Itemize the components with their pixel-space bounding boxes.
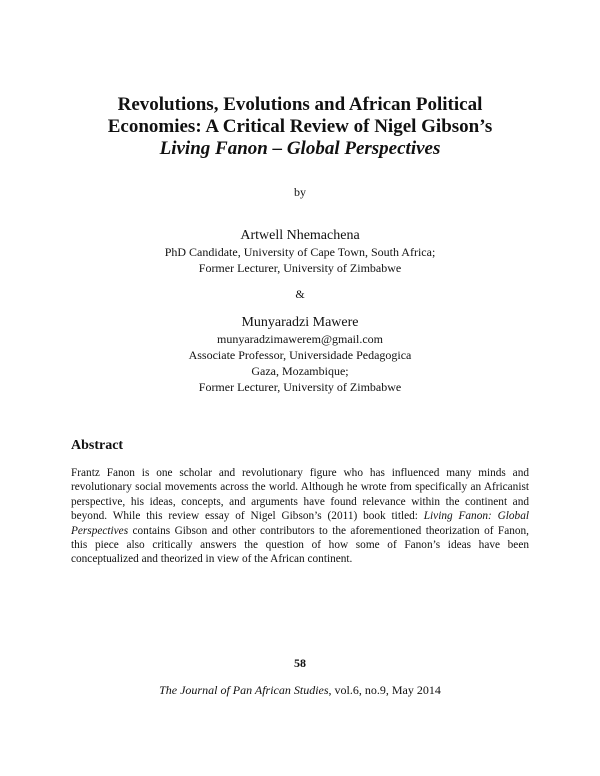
page-number: 58 xyxy=(294,656,306,670)
journal-name: The Journal of Pan African Studies xyxy=(159,683,329,697)
by-label: by xyxy=(294,185,306,199)
author1-affiliation-2: Former Lecturer, University of Zimbabwe xyxy=(198,261,402,275)
author2-name: Munyaradzi Mawere xyxy=(241,315,359,330)
author2-block xyxy=(0,315,600,395)
author2-affiliation-2: Gaza, Mozambique; xyxy=(251,364,349,378)
author1-name: Artwell Nhemachena xyxy=(240,228,360,243)
title-line-3: Living Fanon – Global Perspectives xyxy=(159,138,441,159)
author1-affiliation-1: PhD Candidate, University of Cape Town, South Africa; xyxy=(164,245,436,259)
author2-affiliation-1: Associate Professor, Universidade Pedagogica xyxy=(188,348,412,362)
author1-block xyxy=(0,228,600,276)
title-line-2: Economies: A Critical Review of Nigel Gibson’s xyxy=(107,116,493,137)
abstract-heading: Abstract xyxy=(71,438,124,453)
author2-affiliation-3: Former Lecturer, University of Zimbabwe xyxy=(198,380,402,394)
paper-title xyxy=(60,94,540,160)
abstract-text-part-1: Frantz Fanon is one scholar and revolutionary figure who has influenced many minds and revolutionary social movements across the world. Although he wrote from specifically an Africanist perspective, his ideas, concepts, and arguments have found relevance within the continent and beyond. While this review essay of Nigel Gibson’s (2011) book titled: xyxy=(71,467,529,523)
abstract-book-title: Living Fanon: Global Perspectives xyxy=(71,510,529,537)
journal-details: , vol.6, no.9, May 2014 xyxy=(328,683,441,697)
title-line-1: Revolutions, Evolutions and African Political xyxy=(117,94,483,115)
abstract-text-part-2: contains Gibson and other contributors to the aforementioned theorization of Fanon, this piece also critically answers the question of how some of Fanon’s ideas have been conceptualized and theorized in view of the African continent. xyxy=(71,524,529,566)
abstract-body xyxy=(71,466,529,567)
ampersand: & xyxy=(295,287,305,301)
journal-footer xyxy=(0,683,600,698)
author2-email: munyaradzimawerem@gmail.com xyxy=(217,332,383,346)
